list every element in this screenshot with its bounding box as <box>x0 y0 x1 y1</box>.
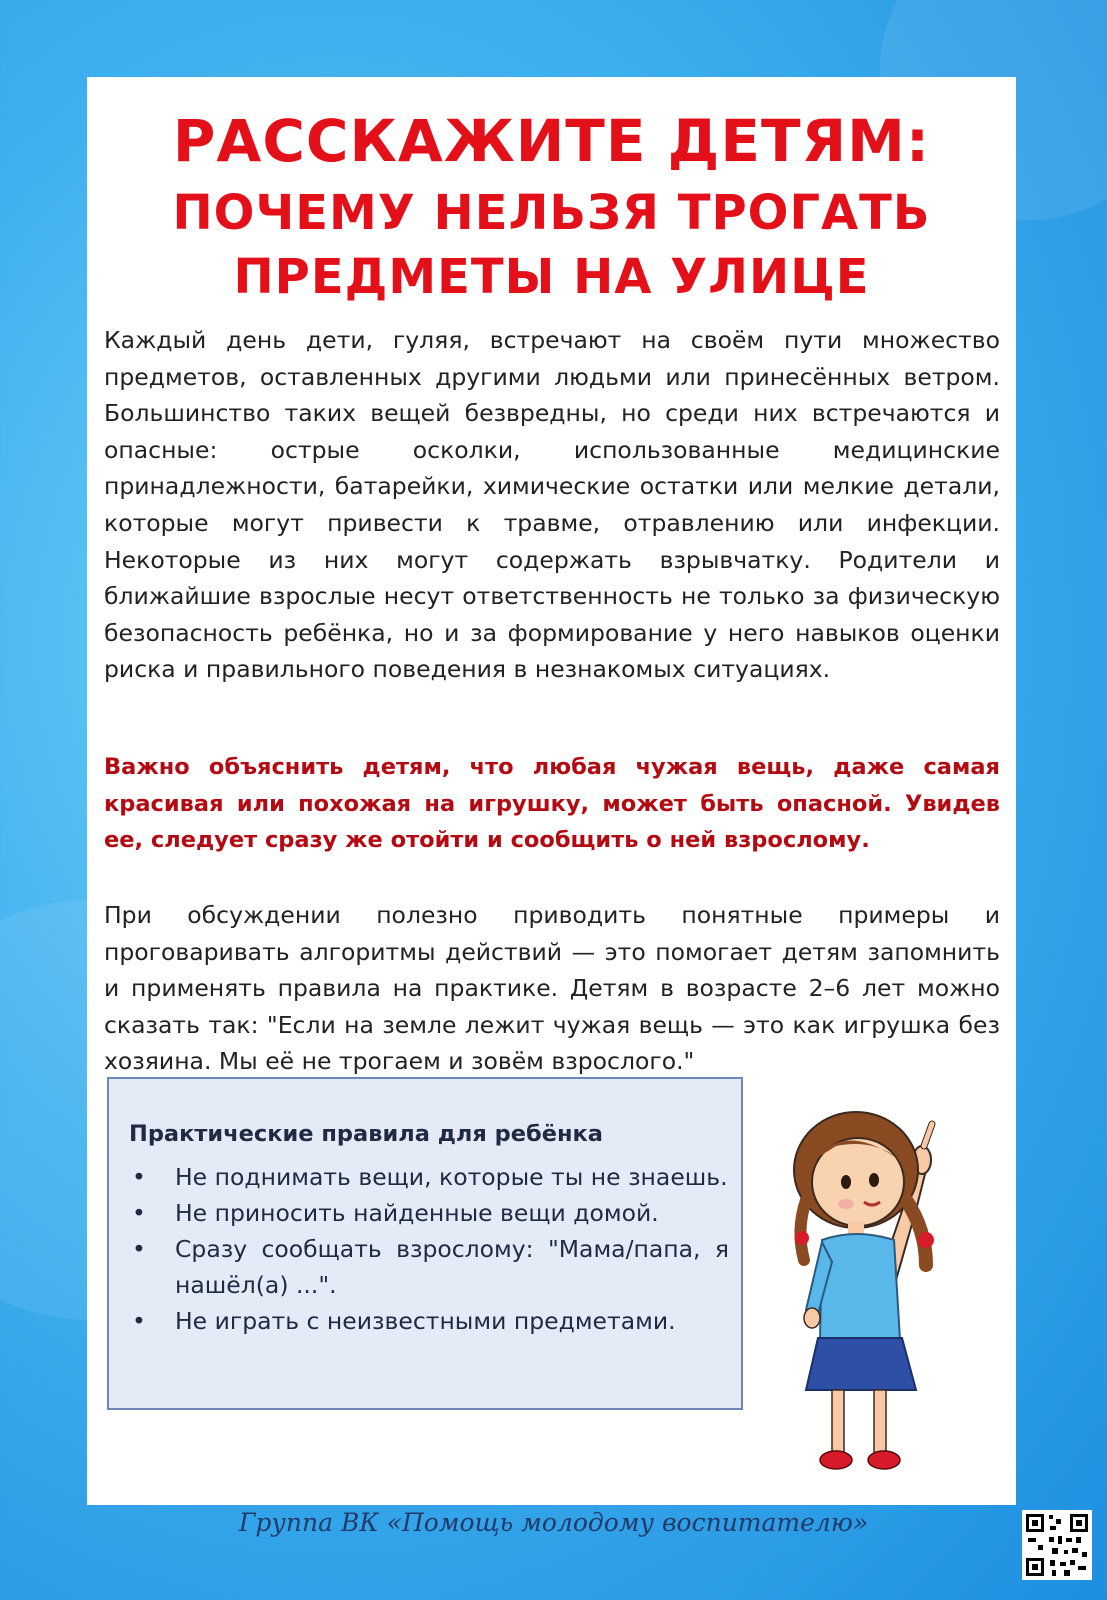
bullet-icon: • <box>132 1163 146 1191</box>
rule-text: Не поднимать вещи, которые ты не знаешь. <box>175 1163 728 1191</box>
list-item <box>129 1231 729 1303</box>
rule-text: Не приносить найденные вещи домой. <box>175 1199 659 1227</box>
discussion-paragraph: При обсуждении полезно приводить понятные примеры и проговаривать алгоритмы действий — это помогает детям запомнить и применять правила на практике. Детям в возрасте 2–6 лет можно сказать так: "Если на земле лежит чужая вещь — это как игрушка без хозяина. Мы её не трогаем и зовём взрослого." <box>104 901 1000 1076</box>
bullet-icon: • <box>132 1307 146 1335</box>
rules-list <box>129 1159 729 1339</box>
rule-text: Сразу сообщать взрослому: "Мама/папа, я нашёл(а) ...". <box>175 1235 729 1299</box>
girl-illustration <box>776 1090 956 1490</box>
important-paragraph: Важно объяснить детям, что любая чужая вещь, даже самая красивая или похожая на игрушку, может быть опасной. Увидев ее, следует сразу же отойти и сообщить о ней взрослому. <box>104 754 1000 854</box>
poster-title-line-2: ПОЧЕМУ НЕЛЬЗЯ ТРОГАТЬ <box>172 185 931 241</box>
bullet-icon: • <box>132 1199 146 1227</box>
poster-title-line-1: РАССКАЖИТЕ ДЕТЯМ: <box>172 107 931 175</box>
list-item <box>129 1195 729 1231</box>
rules-box <box>107 1077 743 1410</box>
intro-paragraph: Каждый день дети, гуляя, встречают на своём пути множество предметов, оставленных другими людьми или принесённых ветром. Большинство таких вещей безвредны, но среди них встречаются и опасные: острые осколки, использованные медицинские принадлежности, батарейки, химические остатки или мелкие детали, которые могут привести к травме, отравлению или инфекции. Некоторые из них могут содержать взрывчатку. Родители и ближайшие взрослые несут ответственность не только за физическую безопасность ребёнка, но и за формирование у него навыков оценки риска и правильного поведения в незнакомых ситуациях. <box>104 326 1000 684</box>
list-item <box>129 1303 729 1339</box>
qr-code-icon <box>1022 1510 1092 1580</box>
rules-title: Практические правила для ребёнка <box>129 1121 603 1147</box>
bullet-icon: • <box>132 1235 146 1263</box>
footer-caption: Группа ВК «Помощь молодому воспитателю» <box>238 1508 869 1537</box>
list-item <box>129 1159 729 1195</box>
rule-text: Не играть с неизвестными предметами. <box>175 1307 676 1335</box>
poster-title-line-3: ПРЕДМЕТЫ НА УЛИЦЕ <box>233 249 870 305</box>
